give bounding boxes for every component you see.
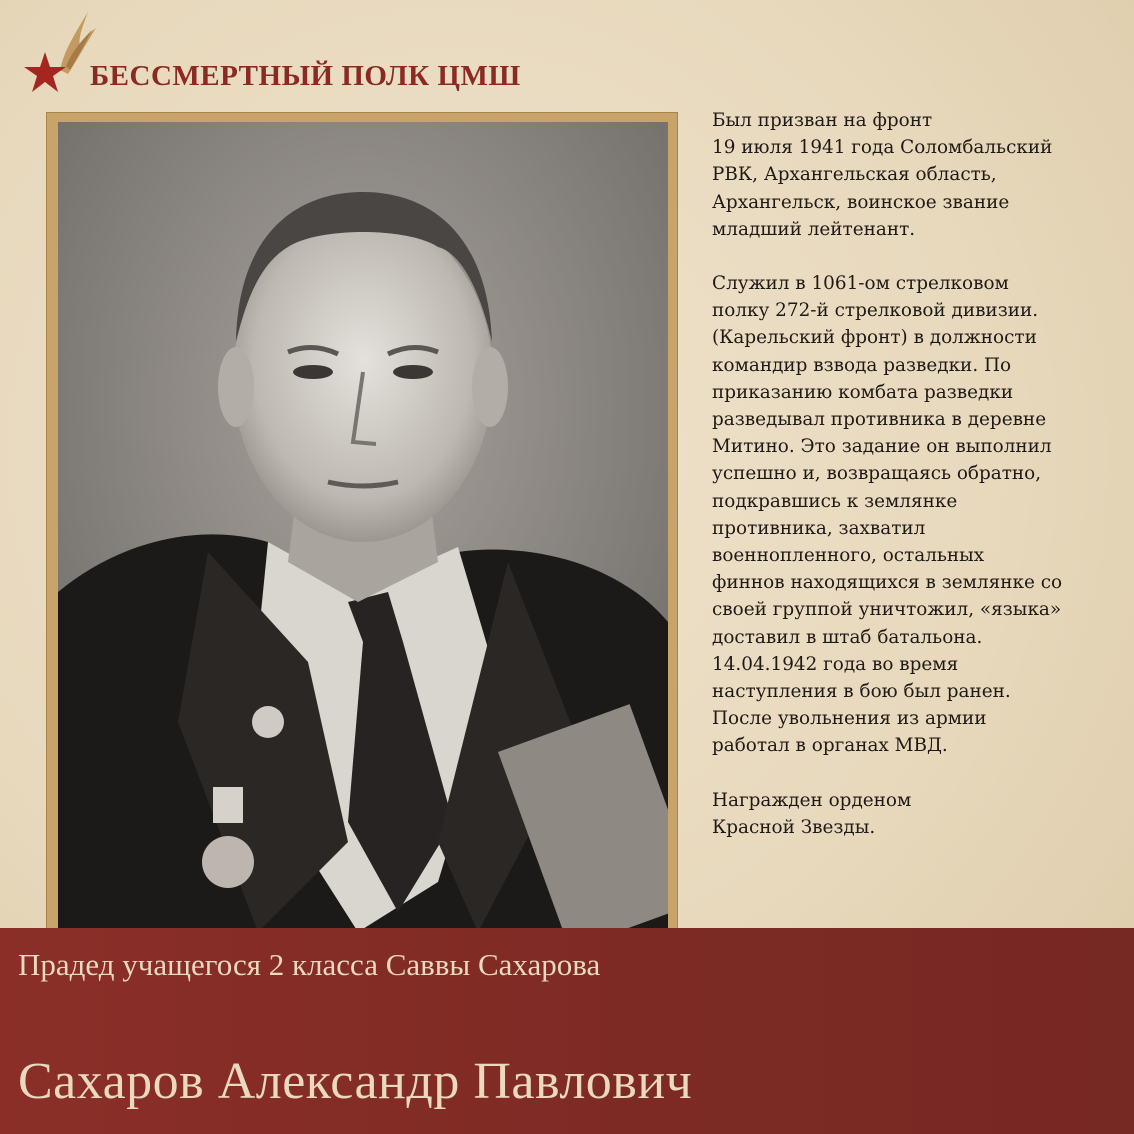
bio-paragraph-award: Награжден орденом Красной Звезды. xyxy=(712,789,912,838)
relation-subtitle: Прадед учащегося 2 класса Саввы Сахарова xyxy=(18,947,601,982)
red-star-with-flame-icon xyxy=(20,8,100,98)
hero-name: Сахаров Александр Павлович xyxy=(18,1053,693,1110)
portrait-photo-icon xyxy=(58,122,668,932)
biography-text xyxy=(712,107,1112,868)
page-title: БЕССМЕРТНЫЙ ПОЛК ЦМШ xyxy=(90,60,521,92)
bio-paragraph-service: Служил в 1061-ом стрелковом полку 272-й стрелковой дивизии. (Карельский фронт) в должности командир взвода разведки. По приказанию комбата разведки разведывал противника в деревне Митино. Это задание он выполнил успешно и, возвращаясь обратно, подкравшись к землянке противника, захватил военнопленного, остальных финнов находящихся в землянке со своей группой уничтожил, «языка» доставил в штаб батальона. 14.04.1942 года во время наступления в бою был ранен. После увольнения из армии работал в органах МВД. xyxy=(712,273,1063,757)
bio-paragraph-conscription: Был призван на фронт 19 июля 1941 года Соломбальский РВК, Архангельская область, Архангельск, воинское звание младший лейтенант. xyxy=(712,110,1053,240)
